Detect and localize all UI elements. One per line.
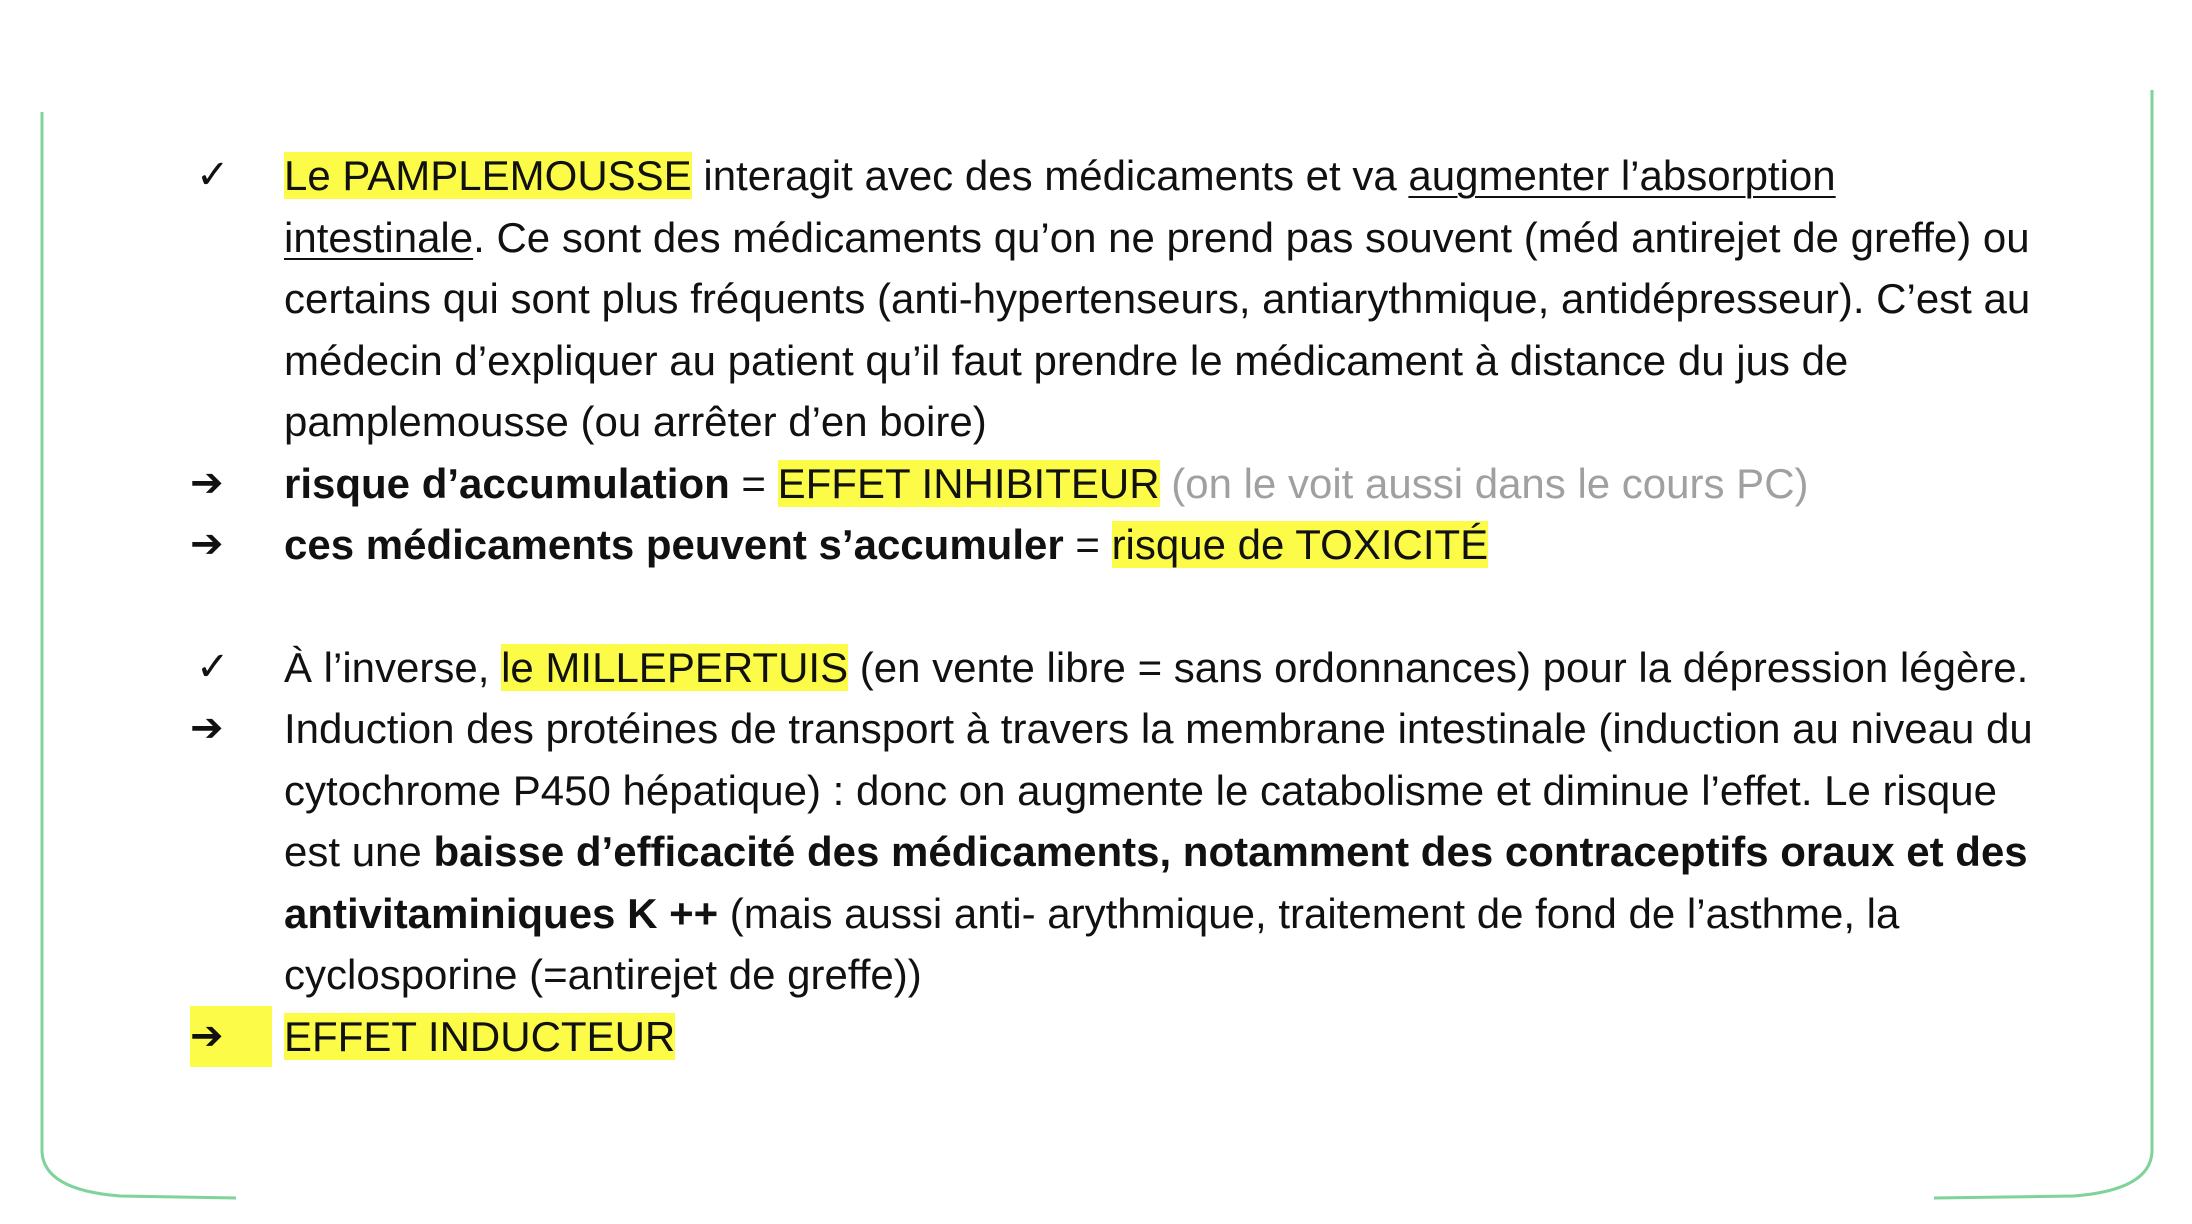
arrow-icon: ➔ bbox=[190, 1006, 272, 1068]
accumulation-bold: risque d’accumulation bbox=[284, 459, 730, 507]
accumulation-note: (on le voit aussi dans le cours PC) bbox=[1159, 459, 1809, 507]
check-icon: ✓ bbox=[196, 153, 230, 197]
induction-item bbox=[190, 698, 2040, 1006]
toxicity-text bbox=[272, 514, 2040, 576]
st-johns-wort-text bbox=[272, 637, 2040, 699]
toxicity-item bbox=[190, 514, 2040, 576]
arrow-icon: ➔ bbox=[190, 460, 224, 505]
induction-bold: baisse d’efficacité des médicaments, notamment des contraceptifs oraux et des antivitaminiques K ++ bbox=[284, 828, 2028, 937]
block-spacer bbox=[190, 576, 2040, 637]
toxicity-bold: ces médicaments peuvent s’accumuler bbox=[284, 521, 1064, 568]
check-icon: ✓ bbox=[196, 644, 230, 689]
grapefruit-text-2: . Ce sont des médicaments qu’on ne prend pas souvent (méd antirejet de greffe) ou certains qui sont plus fréquents (anti-hypertenseurs, antiarythmique, antidépresseur). C’est au médecin d’expliquer au patient qu’il faut prendre le médicament à distance du jus de pamplemousse (ou arrêter d’en boire) bbox=[284, 213, 2031, 445]
toxicity-equals: = bbox=[1063, 521, 1112, 568]
st-johns-wort-item bbox=[190, 637, 2040, 699]
accumulation-item bbox=[190, 453, 2040, 515]
grapefruit-text bbox=[272, 145, 2040, 453]
slide-content bbox=[190, 145, 2040, 1067]
induction-text-2: (mais aussi anti- arythmique, traitement de fond de l’asthme, la cyclosporine (=antirejet de greffe)) bbox=[284, 889, 1900, 998]
accumulation-text bbox=[272, 453, 2040, 515]
st-johns-wort-text-1: À l’inverse, bbox=[284, 643, 502, 691]
inducer-effect-item bbox=[190, 1006, 2040, 1068]
inducer-effect-highlight: EFFET INDUCTEUR bbox=[284, 1012, 676, 1060]
inhibitor-effect-highlight: EFFET INHIBITEUR bbox=[777, 459, 1160, 507]
st-johns-wort-text-2: (en vente libre = sans ordonnances) pour la dépression légère. bbox=[848, 643, 2029, 691]
induction-text-1: Induction des protéines de transport à travers la membrane intestinale (induction au niveau du cytochrome P450 hépatique) : donc on augmente le catabolisme et diminue l’effet. Le risque est une bbox=[284, 705, 2033, 875]
accumulation-equals: = bbox=[729, 459, 778, 507]
toxicity-highlight: risque de TOXICITÉ bbox=[1111, 521, 1489, 568]
grapefruit-text-1: interagit avec des médicaments et va bbox=[691, 152, 1409, 199]
grapefruit-highlight: Le PAMPLEMOUSSE bbox=[284, 152, 692, 199]
st-johns-wort-highlight: le MILLEPERTUIS bbox=[501, 643, 849, 691]
grapefruit-item bbox=[190, 145, 2040, 453]
arrow-icon: ➔ bbox=[190, 706, 224, 750]
induction-text bbox=[272, 698, 2040, 1006]
inducer-effect-text bbox=[272, 1006, 2040, 1068]
arrow-icon: ➔ bbox=[190, 522, 224, 566]
grapefruit-underline: augmenter l’absorption intestinale bbox=[284, 152, 1836, 261]
